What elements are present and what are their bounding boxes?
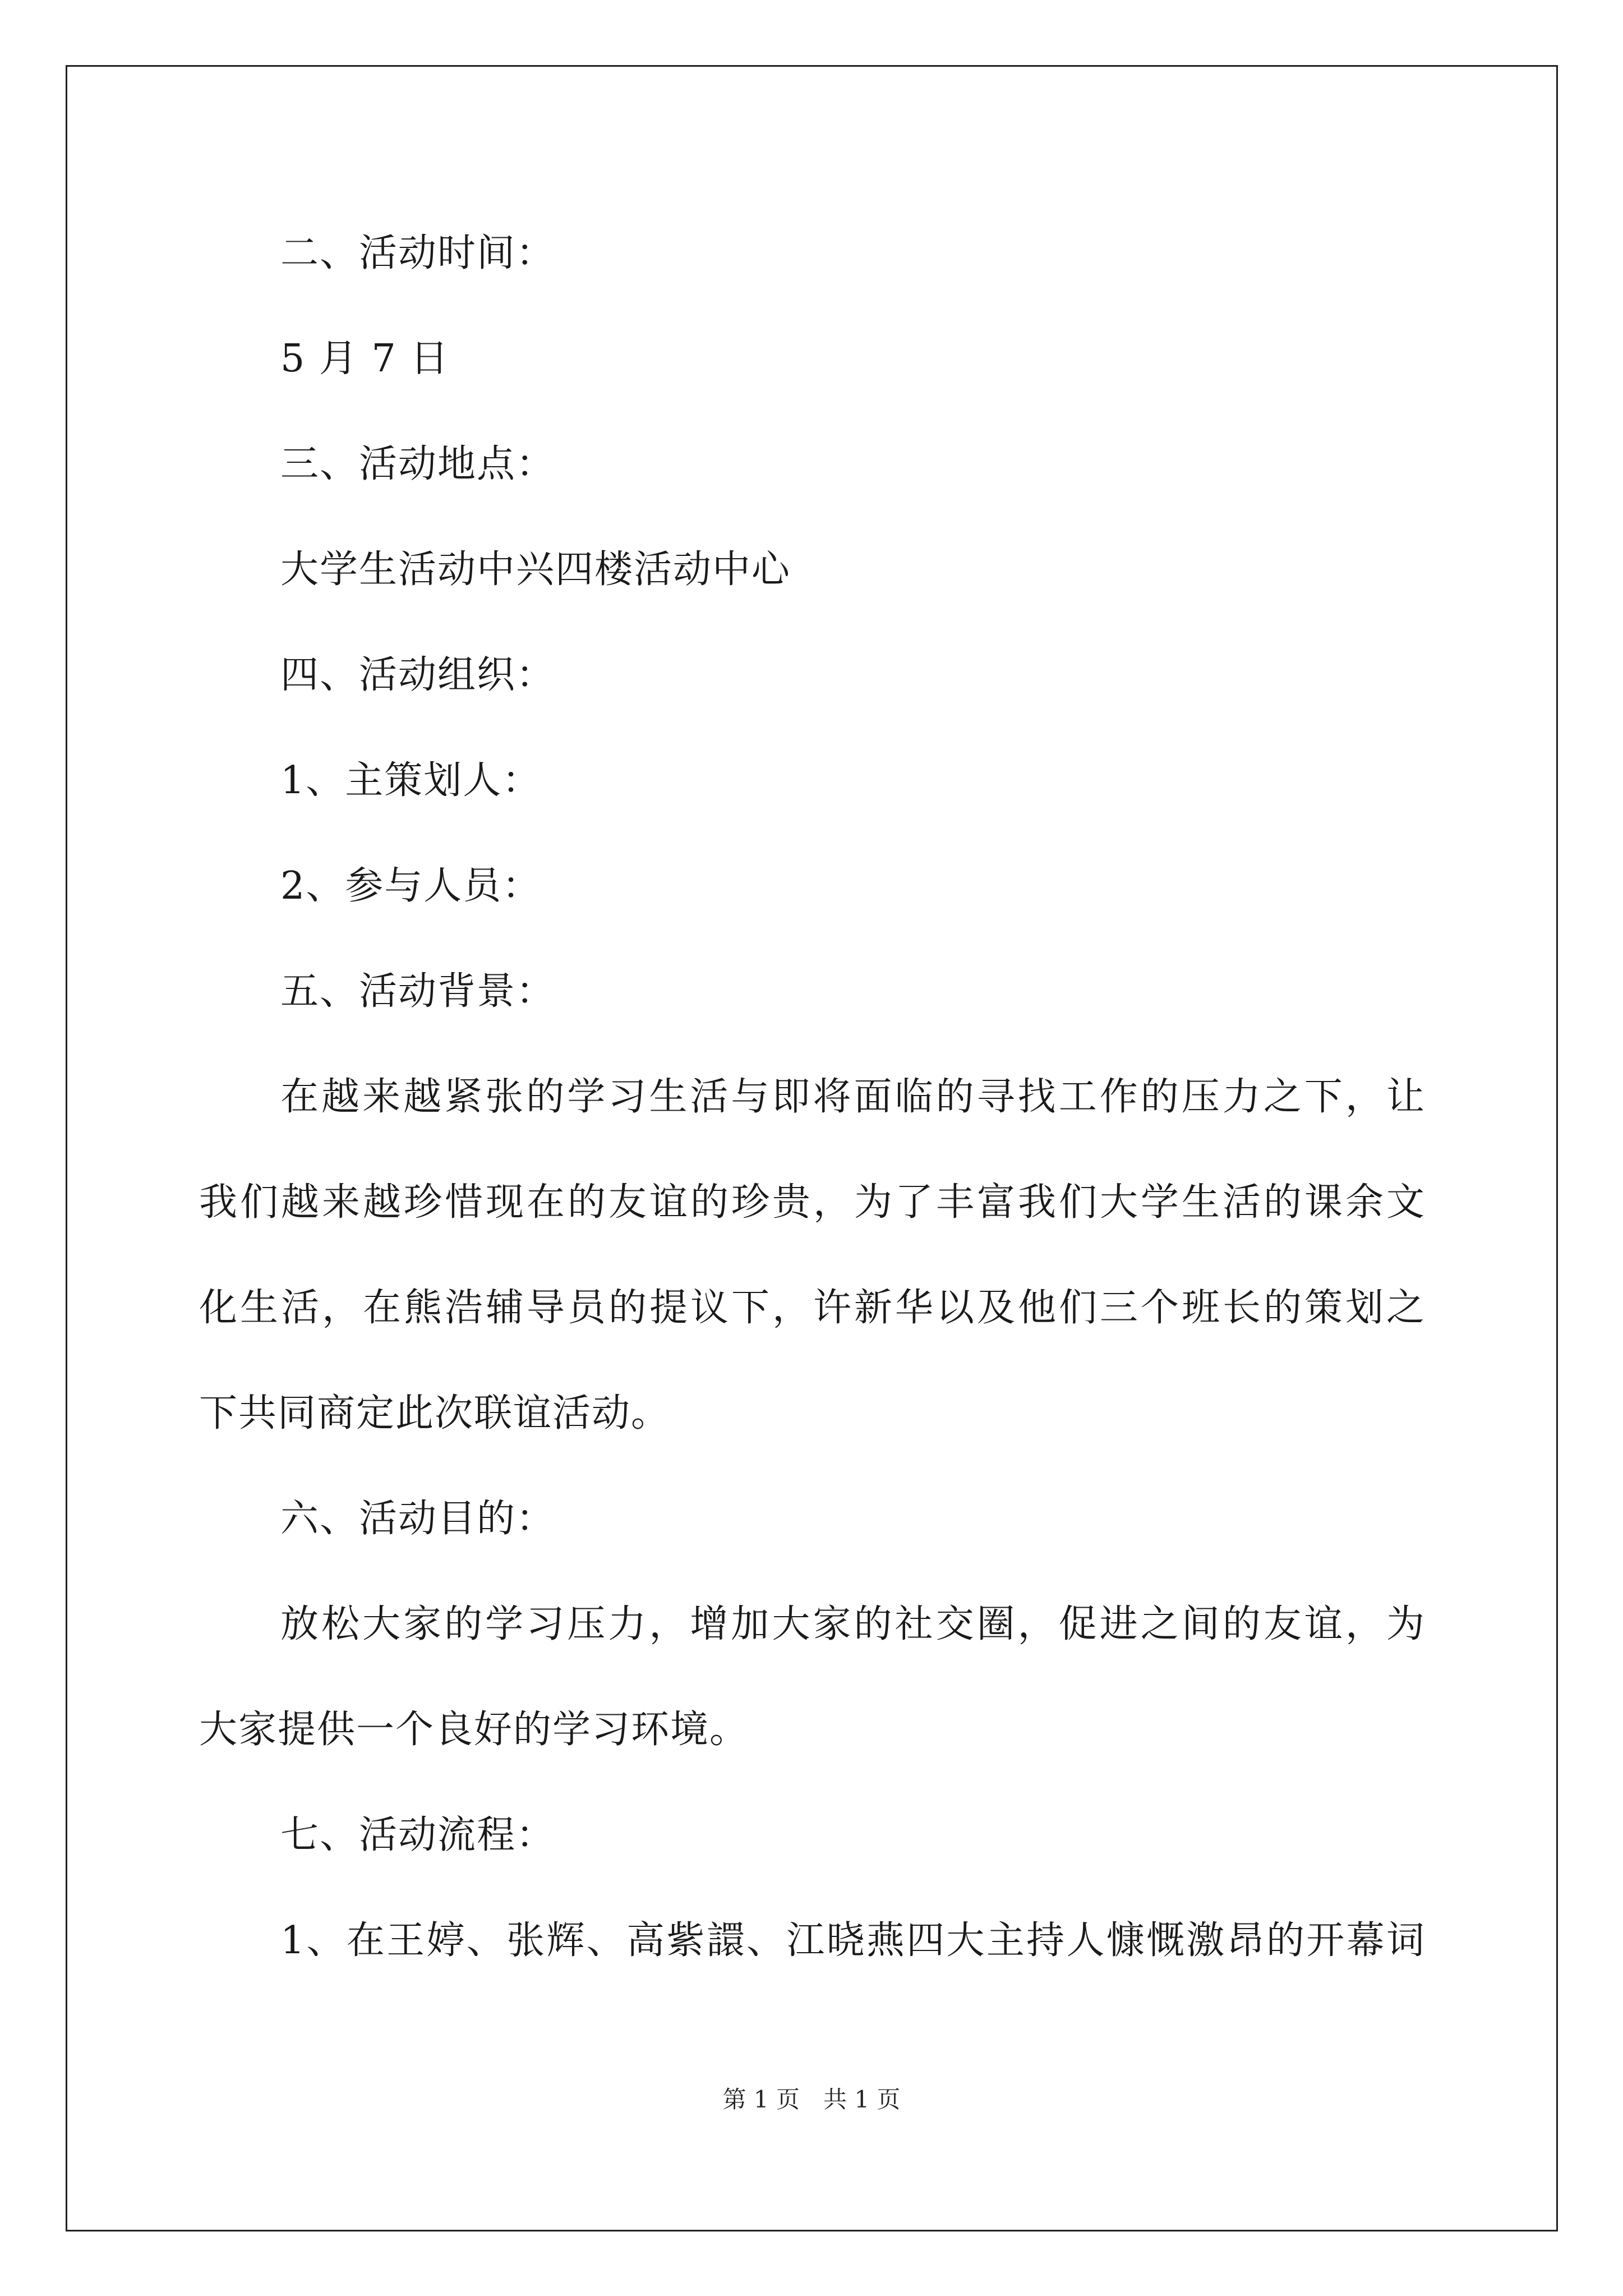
org-item-participants: 2、参与人员： xyxy=(280,864,542,908)
background-paragraph-line: 下共同商定此次联谊活动。 xyxy=(199,1391,671,1435)
background-paragraph-line: 在越来越紧张的学习生活与即将面临的寻找工作的压力之下，让 xyxy=(280,1075,1424,1119)
org-item-planner: 1、主策划人： xyxy=(280,758,542,803)
background-paragraph-line: 我们越来越珍惜现在的友谊的珍贵，为了丰富我们大学生活的课余文 xyxy=(199,1180,1424,1225)
time-heading: 二、活动时间： xyxy=(280,231,556,275)
place-value: 大学生活动中兴四楼活动中心 xyxy=(280,547,791,592)
flow-item-line: 1、在王婷、张辉、高紫譞、江晓燕四大主持人慷慨激昂的开幕词 xyxy=(280,1918,1424,1963)
time-value: 5 月 7 日 xyxy=(280,337,450,381)
org-heading: 四、活动组织： xyxy=(280,653,556,697)
goal-paragraph-line: 放松大家的学习压力，增加大家的社交圈，促进之间的友谊，为 xyxy=(280,1602,1424,1646)
place-heading: 三、活动地点： xyxy=(280,442,556,486)
page-footer: 第 1 页 共 1 页 xyxy=(722,2086,901,2113)
goal-heading: 六、活动目的： xyxy=(280,1497,556,1541)
flow-heading: 七、活动流程： xyxy=(280,1813,556,1857)
background-heading: 五、活动背景： xyxy=(280,969,556,1014)
page-border xyxy=(66,65,1558,2231)
background-paragraph-line: 化生活，在熊浩辅导员的提议下，许新华以及他们三个班长的策划之 xyxy=(199,1286,1424,1330)
goal-paragraph-line: 大家提供一个良好的学习环境。 xyxy=(199,1708,749,1752)
